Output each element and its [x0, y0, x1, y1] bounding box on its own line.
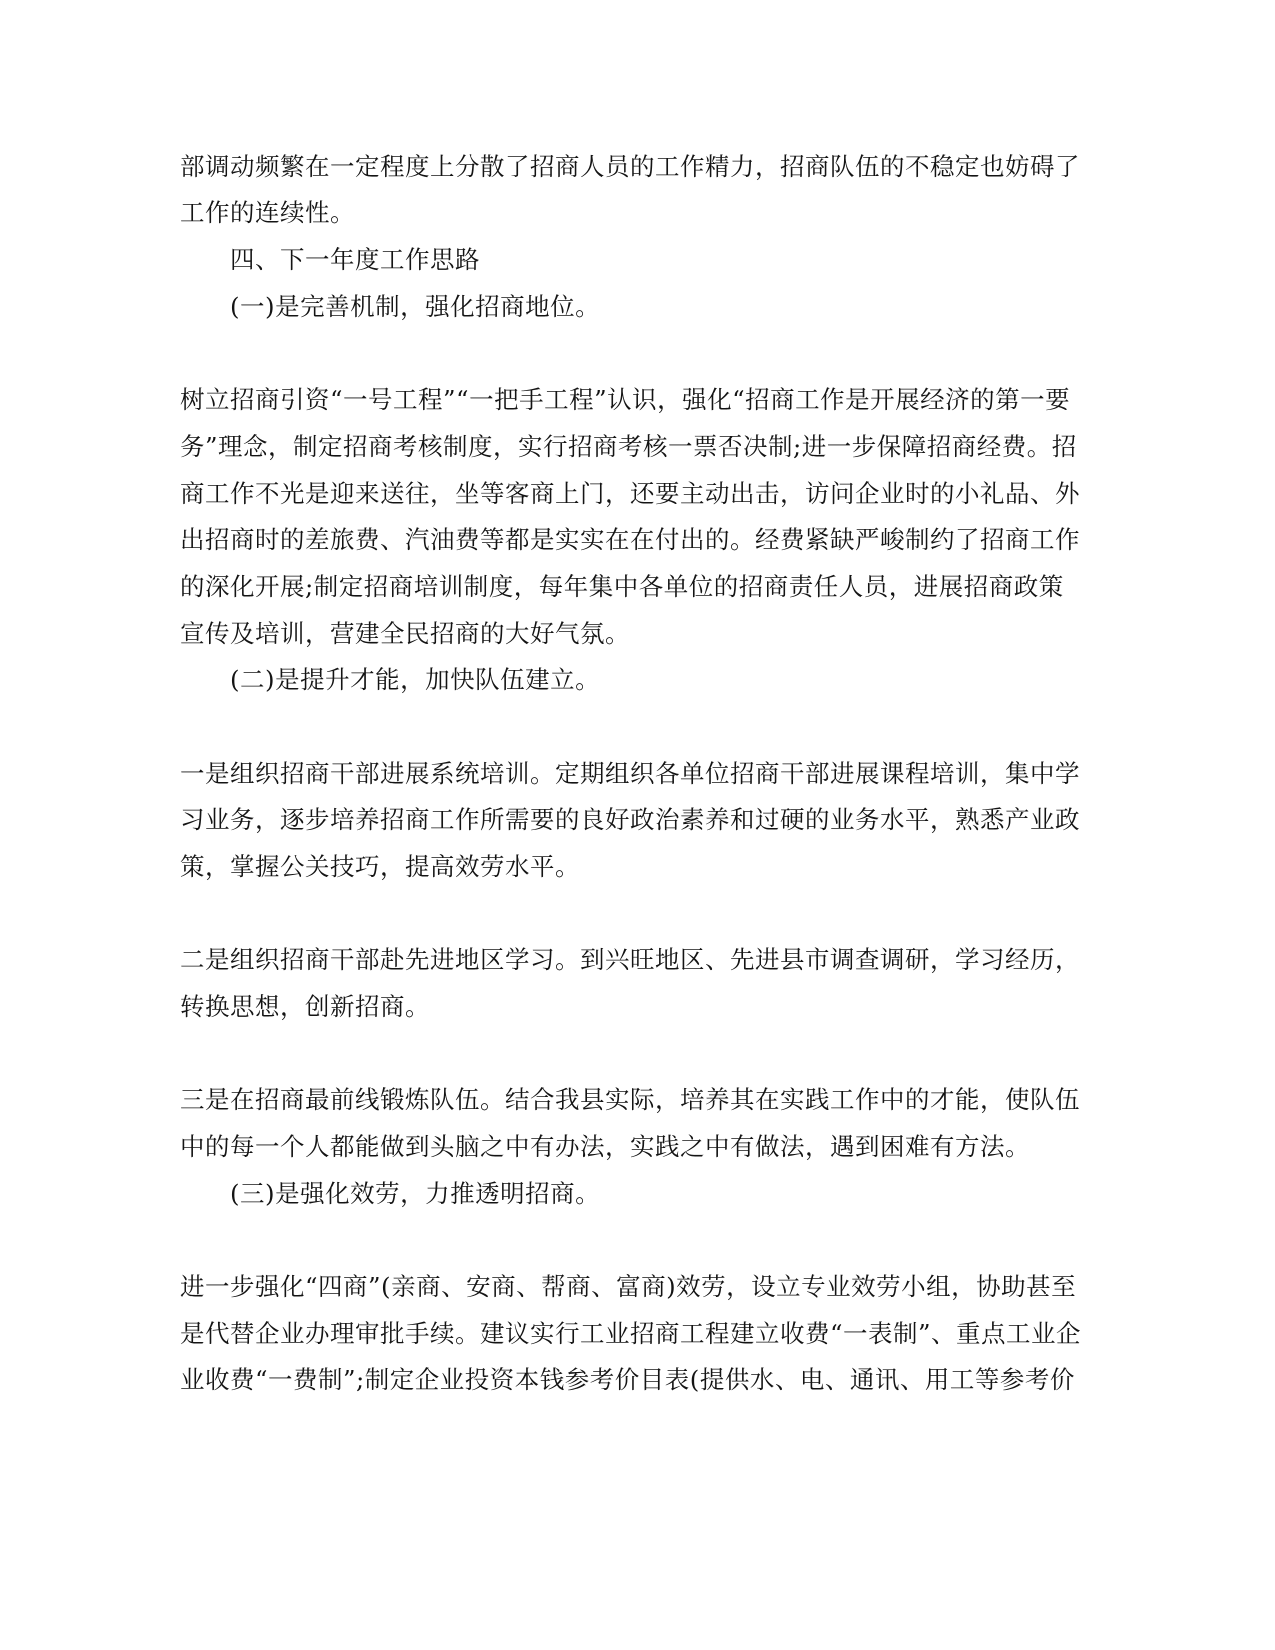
text-line: 宣传及培训，营建全民招商的大好气氛。	[180, 619, 630, 648]
text-line: 习业务，逐步培养招商工作所需要的良好政治素养和过硬的业务水平，熟悉产业政	[180, 805, 1080, 834]
text-line: 树立招商引资“一号工程”“一把手工程”认识，强化“招商工作是开展经济的第一要	[180, 385, 1071, 414]
subsection-heading: (一)是完善机制，强化招商地位。	[230, 292, 601, 321]
text-line: 中的每一个人都能做到头脑之中有办法，实践之中有做法，遇到困难有方法。	[180, 1132, 1030, 1161]
text-line: 一是组织招商干部进展系统培训。定期组织各单位招商干部进展课程培训，集中学	[180, 759, 1080, 788]
text-line: 业收费“一费制”;制定企业投资本钱参考价目表(提供水、电、通讯、用工等参考价	[180, 1365, 1075, 1394]
text-line: 务”理念，制定招商考核制度，实行招商考核一票否决制;进一步保障招商经费。招	[180, 432, 1077, 461]
text-line: 策，掌握公关技巧，提高效劳水平。	[180, 852, 580, 881]
text-line: 是代替企业办理审批手续。建议实行工业招商工程建立收费“一表制”、重点工业企	[180, 1319, 1082, 1348]
text-line: 进一步强化“四商”(亲商、安商、帮商、富商)效劳，设立专业效劳小组，协助甚至	[180, 1272, 1077, 1301]
section-heading: 四、下一年度工作思路	[230, 245, 480, 274]
subsection-heading: (三)是强化效劳，力推透明招商。	[230, 1179, 601, 1208]
text-line: 部调动频繁在一定程度上分散了招商人员的工作精力，招商队伍的不稳定也妨碍了	[180, 152, 1080, 181]
text-line: 出招商时的差旅费、汽油费等都是实实在在付出的。经费紧缺严峻制约了招商工作	[180, 525, 1080, 554]
text-line: 二是组织招商干部赴先进地区学习。到兴旺地区、先进县市调查调研，学习经历，	[180, 945, 1080, 974]
text-line: 的深化开展;制定招商培训制度，每年集中各单位的招商责任人员，进展招商政策	[180, 572, 1064, 601]
text-line: 转换思想，创新招商。	[180, 992, 430, 1021]
subsection-heading: (二)是提升才能，加快队伍建立。	[230, 665, 601, 694]
text-line: 商工作不光是迎来送往，坐等客商上门，还要主动出击，访问企业时的小礼品、外	[180, 479, 1080, 508]
text-line: 三是在招商最前线锻炼队伍。结合我县实际，培养其在实践工作中的才能，使队伍	[180, 1085, 1080, 1114]
text-line: 工作的连续性。	[180, 198, 355, 227]
